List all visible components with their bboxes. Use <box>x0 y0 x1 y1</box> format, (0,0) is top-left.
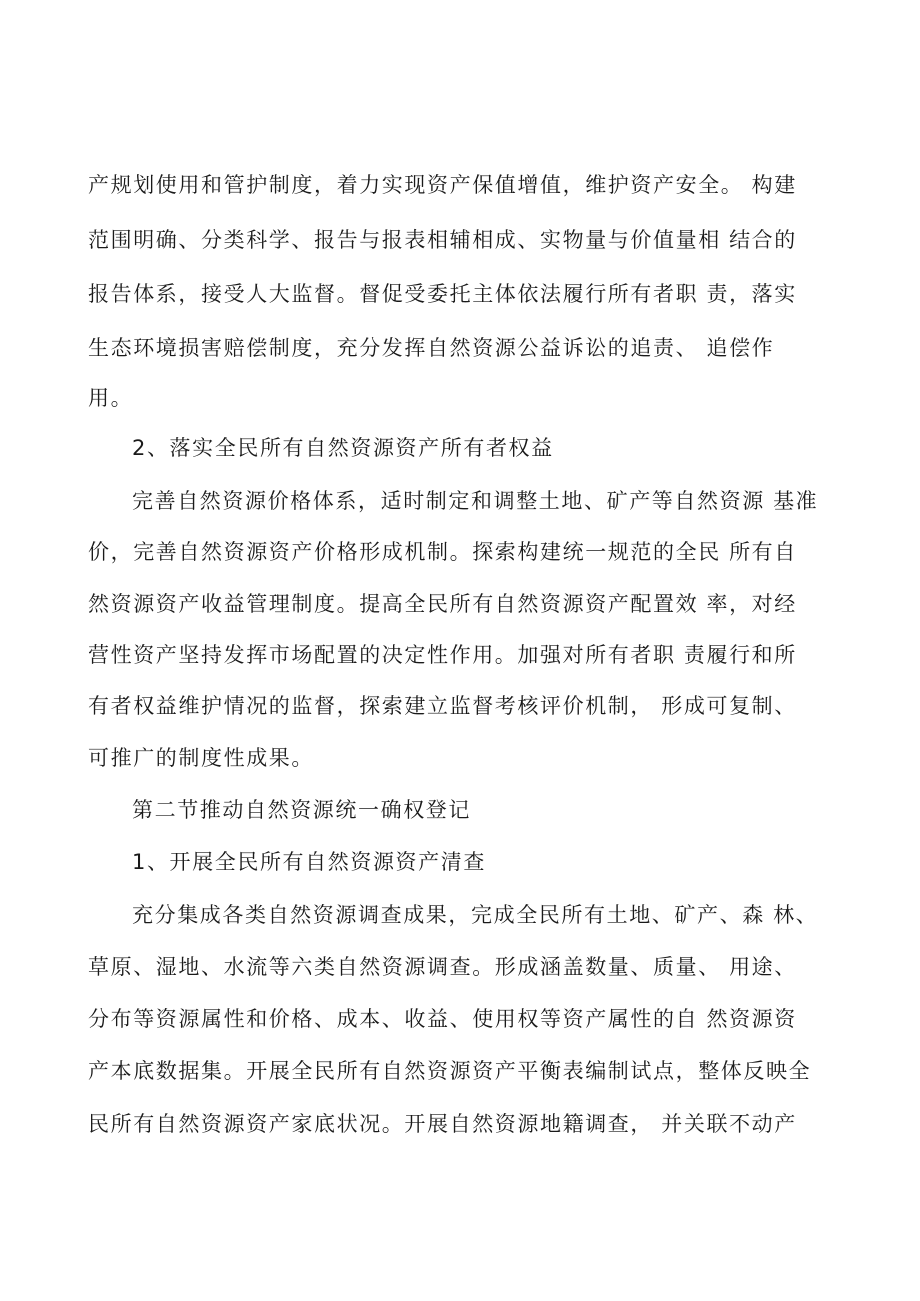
paragraph-line: 可推广的制度性成果。 <box>88 746 314 770</box>
paragraph-line: 价，完善自然资源资产价格形成机制。探索构建统一规范的全民 所有自 <box>88 540 797 564</box>
paragraph-line: 有者权益维护情况的监督，探索建立监督考核评价机制， 形成可复制、 <box>88 694 797 718</box>
paragraph-line: 然资源资产收益管理制度。提高全民所有自然资源资产配置效 率，对经 <box>88 592 797 616</box>
paragraph-line: 充分集成各类自然资源调查成果，完成全民所有土地、矿产、森 林、 <box>132 903 819 927</box>
paragraph-line: 完善自然资源价格体系，适时制定和调整土地、矿产等自然资源 基准 <box>132 489 819 513</box>
paragraph-line: 报告体系，接受人大监督。督促受委托主体依法履行所有者职 责，落实 <box>88 282 797 306</box>
subsection-heading: 1、开展全民所有自然资源资产清查 <box>132 850 486 874</box>
paragraph-line: 产本底数据集。开展全民所有自然资源资产平衡表编制试点，整体反映全 <box>88 1059 812 1083</box>
paragraph-line: 民所有自然资源资产家底状况。开展自然资源地籍调查， 并关联不动产 <box>88 1112 797 1136</box>
paragraph-line: 分布等资源属性和价格、成本、收益、使用权等资产属性的自 然资源资 <box>88 1007 797 1031</box>
paragraph-line: 产规划使用和管护制度，着力实现资产保值增值，维护资产安全。 构建 <box>88 173 797 197</box>
paragraph-line: 营性资产坚持发挥市场配置的决定性作用。加强对所有者职 责履行和所 <box>88 643 797 667</box>
subsection-heading: 2、落实全民所有自然资源资产所有者权益 <box>132 436 554 460</box>
section-heading: 第二节推动自然资源统一确权登记 <box>132 798 471 822</box>
paragraph-line: 用。 <box>88 386 134 410</box>
paragraph-line: 范围明确、分类科学、报告与报表相辅相成、实物量与价值量相 结合的 <box>88 228 797 252</box>
paragraph-line: 生态环境损害赔偿制度，充分发挥自然资源公益诉讼的追责、 追偿作 <box>88 336 775 360</box>
paragraph-line: 草原、湿地、水流等六类自然资源调查。形成涵盖数量、质量、 用途、 <box>88 955 797 979</box>
